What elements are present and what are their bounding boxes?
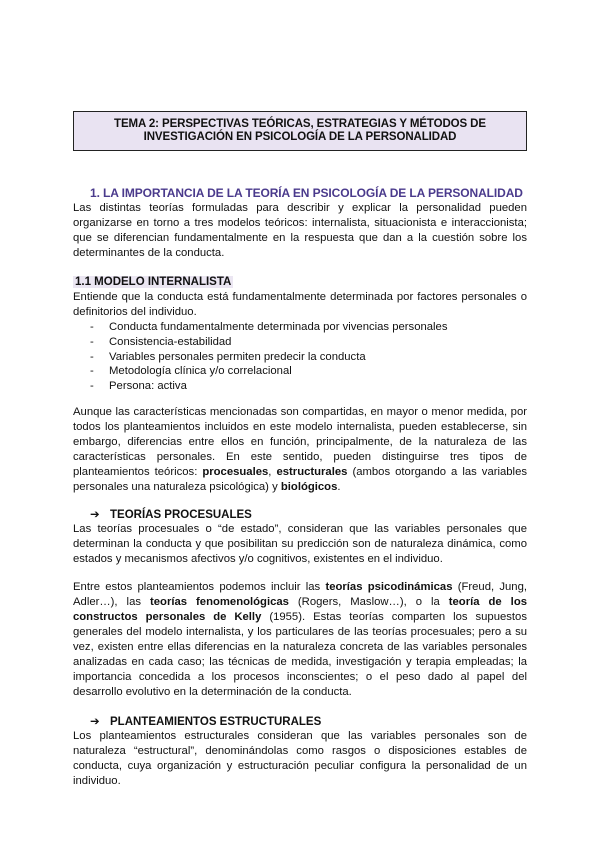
title-line-2: INVESTIGACIÓN EN PSICOLOGÍA DE LA PERSONALIDAD	[143, 131, 457, 143]
title-line-1: TEMA 2: PERSPECTIVAS TEÓRICAS, ESTRATEGIAS Y MÉTODOS DE	[114, 118, 486, 130]
term-estructurales: estructurales	[276, 466, 348, 478]
arrow-right-icon: ➔	[90, 509, 100, 521]
term-fenomenologicas: teorías fenomenológicas	[150, 596, 289, 608]
document-title-box	[73, 111, 527, 151]
term-constructos-personales: teoría de los constructos personales de Kelly	[73, 596, 528, 623]
list-item: - Consistencia-estabilidad	[90, 335, 447, 350]
procesuales-heading: ➔ TEORÍAS PROCESUALES	[90, 509, 252, 521]
list-item: - Variables personales permiten predecir la conducta	[90, 350, 447, 365]
estructurales-paragraph-1: Los planteamientos estructurales consideran que las variables personales son de naturaleza “estructural”, denominándolas como rasgos o disposiciones estables de conducta, cuya organización y estructuración peculiar configura la personalidad de un individuo.	[73, 730, 527, 787]
procesuales-paragraph-1: Las teorías procesuales o “de estado”, consideran que las variables personales que determinan la conducta y que posibilitan su predicción son de naturaleza dinámica, como estados y mecanismos afectivos y/o cognitivos, existentes en el individuo.	[73, 523, 527, 565]
procesuales-paragraph-2: Entre estos planteamientos podemos incluir las teorías psicodinámicas (Freud, Jung, Adler…), las teorías fenomenológicas (Rogers, Maslow…), o la teoría de los constructos personales de Kelly (1955). Estas teorías comparten los supuestos generales del modelo internalista, y los particulares de las teorías procesuales; pero a su vez, existen entre ellas diferencias en la naturaleza concreta de las variables personales analizadas en cada caso; las técnicas de medida, investigación y terapia empleadas; la importancia concedida a los procesos inconscientes; o el peso dado al papel del desarrollo evolutivo en la determinación de la conducta.	[73, 581, 528, 698]
model-internalista-definition: Entiende que la conducta está fundamentalmente determinada por factores personales o definitorios del individuo.	[73, 291, 527, 318]
characteristics-list	[90, 320, 447, 394]
arrow-right-icon: ➔	[90, 716, 100, 728]
list-item: - Conducta fundamentalmente determinada por vivencias personales	[90, 320, 447, 335]
list-item: - Metodología clínica y/o correlacional	[90, 364, 447, 379]
term-procesuales: procesuales	[202, 466, 269, 478]
term-biologicos: biológicos	[280, 481, 338, 493]
section-1-intro: Las distintas teorías formuladas para describir y explicar la personalidad pueden organizarse en torno a tres modelos teóricos: internalista, situacionista e interaccionista; que se diferencian fundamentalmente en la respuesta que dan a la cuestión sobre los determinantes de la conducta.	[73, 202, 527, 259]
section-1-heading: 1. LA IMPORTANCIA DE LA TEORÍA EN PSICOLOGÍA DE LA PERSONALIDAD	[90, 186, 523, 200]
term-psicodinamicas: teorías psicodinámicas	[325, 581, 453, 593]
list-item: - Persona: activa	[90, 379, 447, 394]
model-internalista-heading: 1.1 MODELO INTERNALISTA	[75, 276, 232, 288]
estructurales-heading: ➔ PLANTEAMIENTOS ESTRUCTURALES	[90, 716, 322, 728]
internalista-types-paragraph: Aunque las características mencionadas son compartidas, en mayor o menor medida, por todos los planteamientos incluidos en este modelo internalista, pueden establecerse, sin embargo, diferencias entre ellos en función, principalmente, de la naturaleza de las características personales. En este sentido, pueden distinguirse tres tipos de planteamientos teóricos: procesuales, estructurales (ambos otorgando a las variables personales una naturaleza psicológica) y biológicos.	[73, 406, 528, 493]
